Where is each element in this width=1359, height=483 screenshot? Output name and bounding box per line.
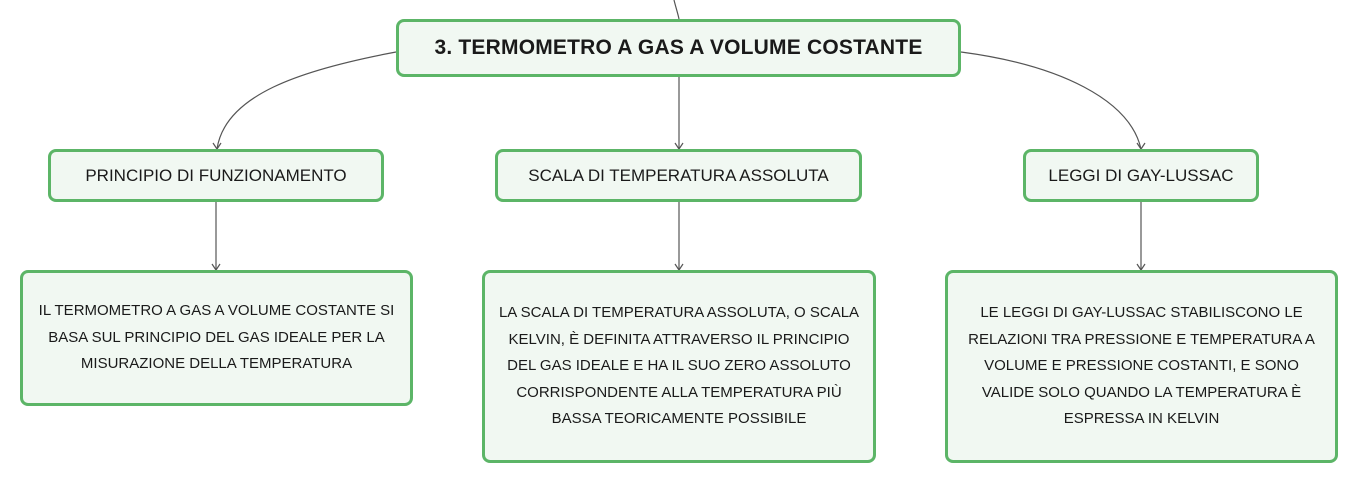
detail-node-text: LA SCALA DI TEMPERATURA ASSOLUTA, O SCALA KELVIN, È DEFINITA ATTRAVERSO IL PRINCIPIO DEL GAS IDEALE E HA IL SUO ZERO ASSOLUTO CORRISPONDENTE ALLA TEMPERATURA PIÙ BASSA TEORICAMENTE POSSIBILE [498,304,860,428]
root-node-label: 3. TERMOMETRO A GAS A VOLUME COSTANTE [434,36,923,59]
detail-node-text: LE LEGGI DI GAY-LUSSAC STABILISCONO LE RELAZIONI TRA PRESSIONE E TEMPERATURA A VOLUME E PRESSIONE COSTANTI, E SONO VALIDE SOLO QUANDO LA TEMPERATURA È ESPRESSA IN KELVIN [968,304,1315,428]
topic-node-scala[interactable] [495,149,862,202]
topic-node-leggi[interactable] [1023,149,1259,202]
topic-node-principio[interactable] [48,149,384,202]
connector-root-topic-1 [217,52,396,149]
topic-node-label: SCALA DI TEMPERATURA ASSOLUTA [528,165,829,185]
connector-parent-root [674,0,679,19]
detail-node-principio[interactable] [20,270,413,406]
topic-node-label: LEGGI DI GAY-LUSSAC [1048,165,1234,185]
detail-node-scala[interactable] [482,270,876,463]
detail-node-text: IL TERMOMETRO A GAS A VOLUME COSTANTE SI BASA SUL PRINCIPIO DEL GAS IDEALE PER LA MISURAZIONE DELLA TEMPERATURA [38,302,395,373]
detail-node-leggi[interactable] [945,270,1338,463]
connector-root-topic-3 [961,52,1141,149]
root-node[interactable] [396,19,961,77]
topic-node-label: PRINCIPIO DI FUNZIONAMENTO [85,165,347,185]
